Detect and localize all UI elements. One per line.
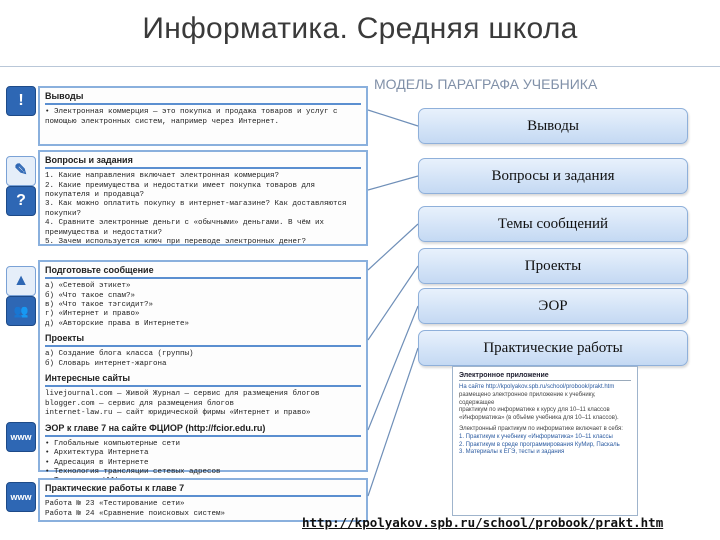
message-item: а) «Сетевой этикет» — [45, 282, 131, 291]
electronic-appendix-screenshot — [452, 366, 638, 516]
pill-questions[interactable]: Вопросы и задания — [418, 158, 688, 194]
conclusions-text: • Электронная коммерция — это покупка и продажа товаров и услуг с помощью электронных систем, например через Интернет. — [45, 108, 338, 126]
appendix-line: «Информатика» (в объёме учебника для 10–11 классов). — [459, 415, 619, 422]
lightbulb-icon: ▲ — [6, 266, 36, 296]
appendix-line: размещено электронное приложение к учебнику, содержащее — [459, 391, 596, 406]
question-item: 5. Зачем используется ключ при переводе электронных денег? — [45, 237, 307, 246]
slide-title: Информатика. Средняя школа — [142, 12, 578, 45]
question-icon: ? — [6, 186, 36, 216]
arrow-messages — [368, 224, 418, 270]
eor-heading: ЭОР к главе 7 на сайте ФЦИОР (http://fcior.edu.ru) — [45, 422, 266, 433]
arrow-eor — [368, 306, 418, 430]
pill-practical-works[interactable]: Практические работы — [418, 330, 688, 366]
appendix-heading: Электронное приложение — [459, 371, 631, 381]
arrow-practice — [368, 348, 418, 496]
site-item: livejournal.com — Живой Журнал — сервис для размещения блогов — [45, 390, 320, 399]
question-item: 3. Как можно оплатить покупку в интернет-магазине? Как доставляются покупки? — [45, 200, 347, 218]
question-item: 1. Какие направления включает электронная коммерция? — [45, 172, 280, 181]
message-heading: Подготовьте сообщение — [45, 265, 154, 275]
eor-item: • Глобальные компьютерные сети — [45, 439, 181, 448]
appendix-line: 1. Практикум к учебнику «Информатика» 10–11 классы — [459, 433, 613, 440]
message-item: б) «Что такое спам?» — [45, 291, 136, 300]
questions-heading: Вопросы и задания — [45, 155, 133, 165]
exclamation-icon: ! — [6, 86, 36, 116]
site-item: blogger.com — сервис для размещения блогов — [45, 399, 235, 408]
appendix-line: 2. Практикум в среде программирования КуМир, Паскаль — [459, 441, 620, 448]
pencil-icon: ✎ — [6, 156, 36, 186]
practice-heading: Практические работы к главе 7 — [45, 483, 185, 493]
pill-message-topics[interactable]: Темы сообщений — [418, 206, 688, 242]
www-icon-2: www — [6, 482, 36, 512]
appendix-line: практикум по информатике к курсу для 10–11 классов — [459, 407, 610, 414]
project-item: б) Словарь интернет-жаргона — [45, 359, 167, 368]
question-item: 2. Какие преимущества и недостатки имеет покупка товаров для покупателя и продавца? — [45, 181, 316, 199]
pill-eor[interactable]: ЭОР — [418, 288, 688, 324]
question-item: 4. Сравните электронные деньги с «обычными» деньгами. В чём их преимущества и недостатки? — [45, 219, 325, 237]
appendix-line: Электронный практикум по информатике включает в себя: — [459, 426, 623, 433]
practice-item: Работа № 23 «Тестирование сети» — [45, 500, 185, 509]
eor-item: • Архитектура Интернета — [45, 449, 149, 458]
pill-projects[interactable]: Проекты — [418, 248, 688, 284]
conclusions-heading: Выводы — [45, 91, 84, 101]
eor-item: • Адресация в Интернете — [45, 458, 149, 467]
message-item: в) «Что такое тэгсидит?» — [45, 301, 154, 309]
eor-item: • Технология трансляции сетевых адресов — [45, 467, 221, 476]
message-item: д) «Авторские права в Интернете» — [45, 319, 190, 328]
appendix-line: 3. Материалы к ЕГЭ, тесты и задания — [459, 449, 565, 456]
slide-subtitle: МОДЕЛЬ ПАРАГРАФА УЧЕБНИКА — [374, 76, 598, 92]
message-item: г) «Интернет и право» — [45, 310, 140, 319]
arrow-projects — [368, 266, 418, 340]
project-item: а) Создание блога класса (группы) — [45, 350, 194, 359]
www-icon: www — [6, 422, 36, 452]
appendix-line: На сайте http://kpolyakov.spb.ru/school/probook/prakt.htm — [459, 384, 615, 391]
site-item: internet-law.ru — сайт юридической фирмы «Интернет и право» — [45, 409, 311, 418]
practicum-link[interactable]: http://kpolyakov.spb.ru/school/probook/prakt.htm — [302, 515, 664, 530]
people-icon: 👥 — [6, 296, 36, 326]
arrow-questions — [368, 176, 418, 190]
practice-item: Работа № 24 «Сравнение поисковых систем» — [45, 509, 226, 518]
arrow-conclusions — [368, 110, 418, 126]
sites-heading: Интересные сайты — [45, 373, 131, 384]
projects-heading: Проекты — [45, 333, 85, 344]
pill-conclusions[interactable]: Выводы — [418, 108, 688, 144]
